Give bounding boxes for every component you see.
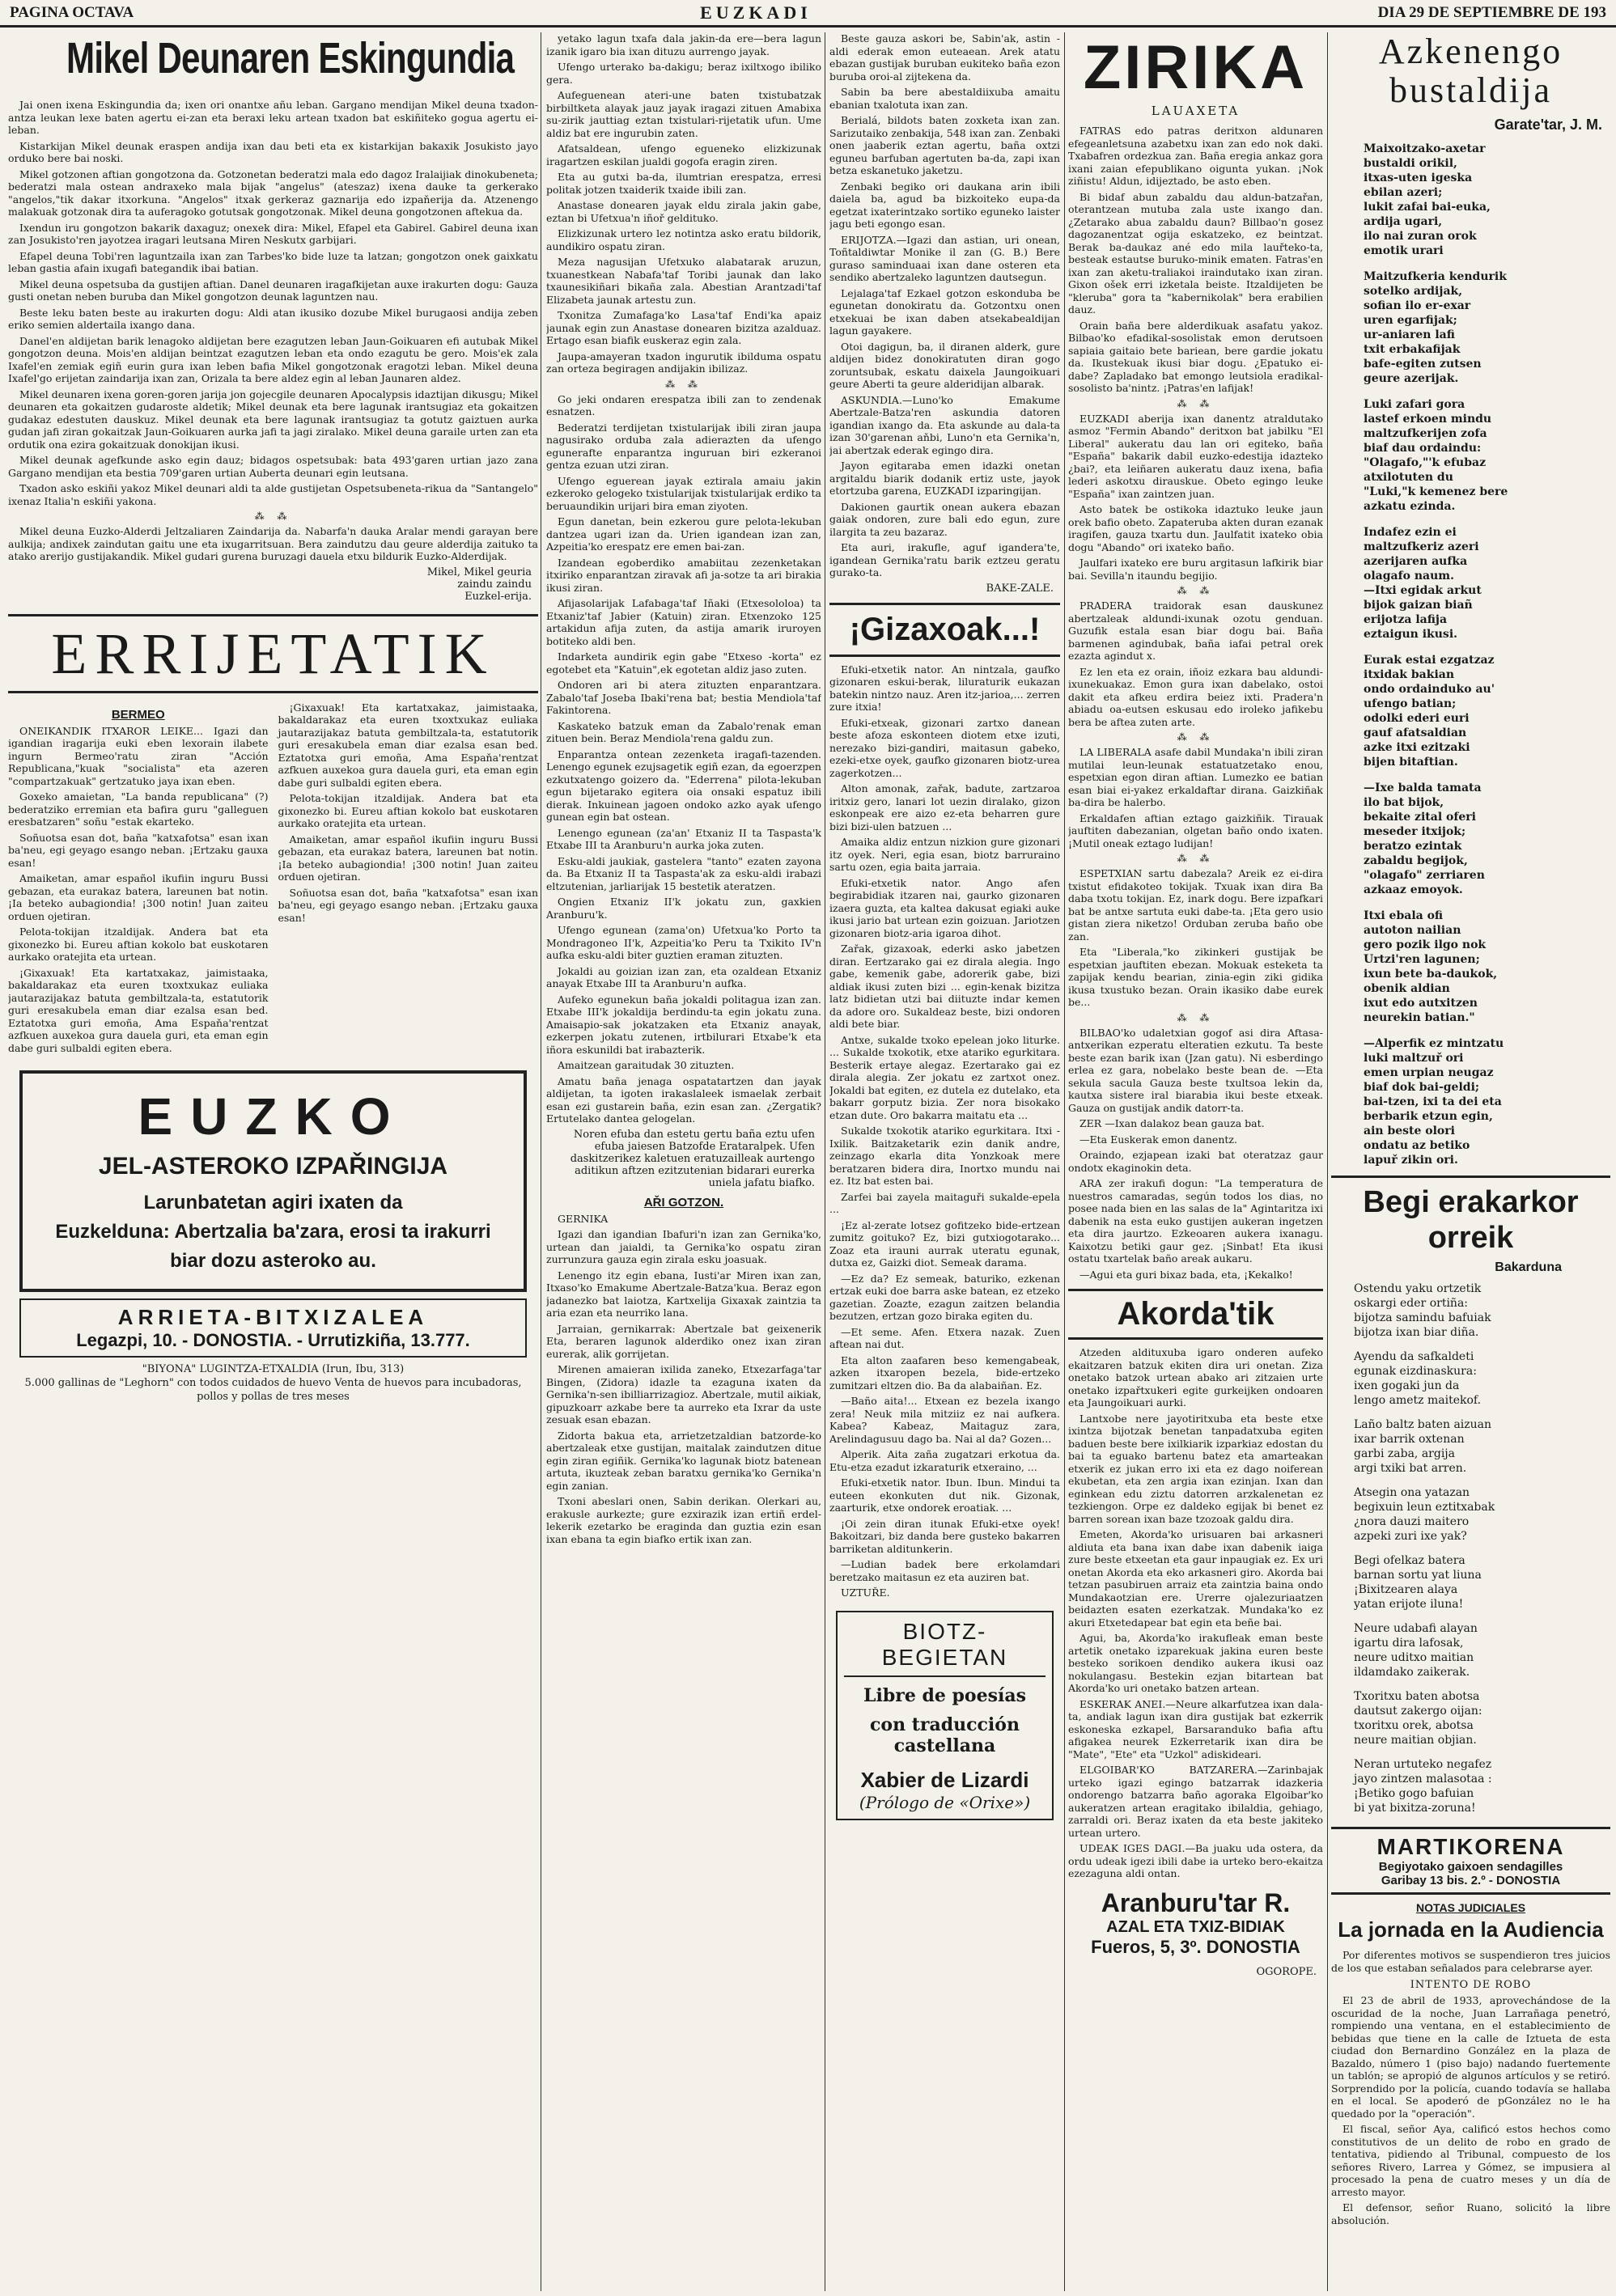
poem-line: ondo ordainduko au' <box>1364 683 1495 696</box>
poem-line: Atsegin ona yatazan <box>1354 1486 1470 1499</box>
column-1 <box>8 32 538 2291</box>
paragraph: Por diferentes motivos se suspendieron tres juicios de los que estaban señalados para celebrarse ayer. <box>1331 1949 1610 1974</box>
section-divider: ⁂ ⁂ <box>665 378 702 390</box>
paragraph: Oraindo, ezjapean izaki bat oteratzaz gaur ondotx ekaginokin deta. <box>1068 1149 1323 1174</box>
poem-line: erijotza lafija <box>1364 613 1448 626</box>
poem-line: bi yat bixitza-zoruna! <box>1354 1802 1476 1815</box>
poem-line: "Luki,"k kemenez bere <box>1364 485 1508 498</box>
poem-line: bijok gaizan biañ <box>1364 599 1473 612</box>
paragraph: Ez len eta ez orain, iñoiz ezkara bau aldundi-ixunekuakaz. Emon gura ixan dabelako, ostoi dakit eta afkeu erdira beiez ixti. Pradera'n abiadu oa-eutsen eskusau edo iroleko jafikebu bera be aftea zuten arte. <box>1068 665 1323 728</box>
paragraph: Beste leku baten beste au irakurten dogu: Aldi atan ikusiko dozube Mikel burugaosi andija zeben eriko semien aldertaila ixango dana. <box>8 306 538 331</box>
paragraph: Eta au gutxi ba-da, ilumtrian erespatza, erresi politak jotzen txaiderik txaide ibili zan. <box>546 171 821 196</box>
poem-line: Maitzufkeria kendurik <box>1364 270 1507 283</box>
paragraph: Emeten, Akorda'ko urisuaren bai arkasneri aldiuta eta bana ixan dabe ixan dabenik iaiga zure beste etxeetan eta gaur inpaugiak ez. Ex uri onetan Akorda eta eko arkasneri giro. Akorda bai tetzan pasubiruen arraiz eta zaintzia baina ondo Mundakaotzian ere. Urerre ojalezuriaatzen beidazten esaten ezerkatzak. Mundaka'ko ez akuri Etxetedapear bat egin eta beñe bai. <box>1068 1528 1323 1629</box>
paragraph: Elizkizunak urtero lez notintza asko eratu bildorik, aundikiro ospatu ziran. <box>546 227 821 252</box>
stanza-gap <box>1354 1612 1610 1621</box>
advert-arrieta-address: Legazpi, 10. - DONOSTIA. - Urrutizkiña, 13.777. <box>76 1330 470 1350</box>
paragraph: El defensor, señor Ruano, solicitó la libre absolución. <box>1331 2201 1610 2226</box>
poem-line: autoton nailian <box>1364 924 1461 937</box>
poem-line: bijotza ixan biar diña. <box>1354 1326 1479 1339</box>
poem-line: "Olagafo,"'k efubaz <box>1364 456 1487 469</box>
paragraph: Jaupa-amayeran txadon ingurutik ibilduma ospatu zan orteza begiragen andijakin ibilizaz. <box>546 349 821 375</box>
paragraph: ASKUNDIA.—Luno'ko Emakume Abertzale-Batza'ren askundia datoren igandian ixango da. Eta askunde au dala-ta izan 30'garenan aňbi, Luno'n eta Gernika'n, jai abertzak ederak egingo dira. <box>829 393 1060 456</box>
paragraph: Antxe, sukalde txoko epelean joko liturke. ... Sukalde txokotik, etxe atariko egurkitara. Besterik ertaye alegaz. Ezertarako gai ez dirala alegia. Zer jokatu ez zartxot onez. Jokaldi bat egiten, ez dutela ez dutelako, eta bakarr gorputz bizia. Zer nora bisokako etzan dute. Oro bakarra maitatu eta ... <box>829 1033 1060 1121</box>
advert-euzko-line: Euzkelduna: Abertzalia ba'zara, erosi ta irakurri <box>55 1221 491 1243</box>
paragraph: Izandean egoberdiko amabiitau zezenketakan itxiriko enparantzan ziravak afi ja-sotze ta ari birakia ikusi ziran. <box>546 556 821 594</box>
stanza-gap <box>1364 258 1610 269</box>
paragraph: Alton amonak, zařak, badute, zartzaroa iritxiz gero, lanari lot uezin diralako, gizon eskonpeak ere aizo ez-eta beharren gure bizi bizi-ulen batzuen ... <box>829 782 1060 832</box>
poem-line: Itxi ebala ofi <box>1364 909 1444 922</box>
poem-line: azke itxi ezitzaki <box>1364 741 1470 754</box>
poem-line: ufengo batian; <box>1364 697 1457 710</box>
signature: Mikel, Mikel geuria zaindu zaindu Euzkel-erija. <box>426 566 532 603</box>
paragraph: Afatsaldean, ufengo egueneko elizkizunak iragartzen eskilan jualdi gogofa eragin ziren. <box>546 142 821 167</box>
stanza-gap <box>1354 1747 1610 1757</box>
paragraph: Jokaldi au goizian izan zan, eta ozaldean Etxaniz anayak Etxabe III ta Aranburu'n aufka. <box>546 964 821 989</box>
poem-line: begixuin leun eztitxabak <box>1354 1501 1495 1514</box>
poem-title-begi: Begi erakarkor orreik <box>1331 1176 1610 1256</box>
paragraph: Lantxobe nere jayotiritxuba eta beste etxe ixintza bijotzak benetan tanpadatxuba egiten baduen beste bere ixilkiarik izparkiaz edostan du bai ta eguako bartenu batez eta amarteakan etxerik ez jukan erro ixi eta ez dago noiferean ekubetan, eta zen argia ixan ezinjan. Ixan dan eginkean edu ziztu datorren arzkalenetan ez tezkiengon. Orpe ez daldeko egijak bi benet ez barren sorean ixan baze tzozoak galdu dira. <box>1068 1412 1323 1525</box>
byline-lauaxeta: LAUAXETA <box>1151 104 1241 118</box>
advert-martikorena-line: Begiyotako gaixoen sendagilles <box>1378 1860 1563 1874</box>
paragraph: Lenengo itz egin ebana, Iusti'ar Miren ixan zan, Itxaso'ko Emakume Abertzale-Batza'kua. Beraz egon jadanezko bat laiotza, Kartxelija Gixaxak zaintzia ta aria ezan eta neurriko lana. <box>546 1269 821 1319</box>
paragraph: Igazi dan igandian Ibafuri'n izan zan Gernika'ko, urtean dan jaialdi, ta Gernika'ko ospatu ziran zurrunzura gauza egin zirala esku joasuak. <box>546 1228 821 1265</box>
paragraph: Afijasolarijak Lafabaga'taf Iñaki (Etxesololoa) ta Etxaniz'taf Jabier (Katuin) ziran. Etxenzoko 125 artakidun afija zuten, da astija amarik iruroyen botiteko aldi ben. <box>546 597 821 647</box>
paragraph: Efuki-etxetik nator. Ibun. Ibun. Mindui ta euteen ekonkuten dut nik. Gizonak, zaarturik, etxe ondorek eroatiak. ... <box>829 1476 1060 1514</box>
poem-line: txoritxu orek, abotsa <box>1354 1719 1474 1732</box>
paragraph: Jai onen ixena Eskingundia da; ixen ori onantxe añu leban. Gargano mendijan Mikel deuna txadon-antza leukan lexe baten agertu ei-zan eta beraxi leku artean txadon bat eskiñiteko gogua agertu ei-leban. <box>8 99 538 136</box>
paragraph: ¡Ez al-zerate lotsez gofitzeko bide-ertzean zumitz goituko? Ez, bizi gutxiogotarako... Zoaz eta irauni aurrak uteratu egunak, dutxa ez, Gaizki diot. Semeak darama. <box>829 1218 1060 1269</box>
paragraph: Mikel deuna ospetsuba da gustijen aftian. Danel deunaren iragafkijetan auxe irakurten dogu: Gauza gusti onetan neben buruba dan Mikel gongotzon deunak laguntzen nau. <box>8 277 538 303</box>
paragraph: ¡Gixaxuak! Eta kartatxakaz, jaimistaaka, bakaldarakaz eta euren txoxtxukaz euliaka jautarazijakaz batuta gembiltzala-ta, estatutorik guri eresakubela eman diar ezalsa esan bed. Eztatotxa guri emoña, Ama Espaňa'rentzat azfkuen auxekoa gura dauela guri, eta eman egin dabe guri sulbaldi egiten ebera. <box>278 701 538 789</box>
masthead-title: EUZKADI <box>700 2 812 23</box>
poem-line: Neure udabafi alayan <box>1354 1622 1478 1635</box>
poem-line: azerijaren aufka <box>1364 555 1468 568</box>
poem-title-azkenengo: Azkenengo bustaldija <box>1378 32 1563 110</box>
poem-line: —Alperfik ez mintzatu <box>1364 1037 1504 1050</box>
advert-euzko <box>19 1070 527 1292</box>
poem-line: ur-aniaren lafi <box>1364 328 1455 341</box>
paragraph: Mikel deuna Euzko-Alderdi Jeltzaliaren Zaindarija da. Nabarfa'n dauka Aralar mendi garayan bere aulkija; andixek zaindutan gaitu une eta ixugarritsuan. Bera zaindutzu dau geure alderdija zaituko ta atako arerijo gustijakandik. Mikel gudari gurena buruzagi dauela etxu bildurik Euzko-Alderdijak. <box>8 525 538 562</box>
paragraph: ¡Gixaxuak! Eta kartatxakaz, jaimistaaka, bakaldarakaz eta euren txoxtxukaz euliaka jautarazijakaz batuta gembiltzala-ta, estatutorik guri eresakubela eman diar ezalsa esan bed. Eztatotxa guri emoña, Ama Espaňa'rentzat azfkuen auxekoa gura dauela guri, eta eman egin dabe guri sulbaldi egiten ebera. <box>8 966 269 1054</box>
paragraph: Ufengo egunean (zama'on) Ufetxua'ko Porto ta Mondragoneo II'k, Azpeitia'ko Peru ta Txikito IV'n aufka esku-aldi biter guztien eraman zituzten. <box>546 924 821 961</box>
poem-line: azpeki zuri ixe yak? <box>1354 1530 1467 1543</box>
poem-line: neurekin batian." <box>1364 1011 1475 1024</box>
section-title-zirika: ZIRIKA <box>1083 33 1308 102</box>
paragraph: Otoi dagigun, ba, il diranen alderk, gure aldijen bidez donokiratuten diran gogo zoruntsubak, eskatu daixela Jaungoikuari geure Aberti ta geure alderidijan albarak. <box>829 340 1060 390</box>
paragraph: Sabin ba bere abestaldiixuba amaitu ebanian txalotuta ixan zan. <box>829 86 1060 111</box>
poem-line: azkatu ezinda. <box>1364 500 1456 513</box>
page-number-label: PAGINA OCTAVA <box>10 3 134 21</box>
paragraph: Kistarkijan Mikel deunak eraspen andija ixan dau beti eta ex kistarkijan bakaxik Josukisto jayo orduko bere bai noski. <box>8 139 538 164</box>
column-2 <box>546 32 821 2291</box>
paragraph: ONEIKANDIK ITXAROR LEIKE... Igazi dan igandian iragarija euki eben lexorain ilabete ingurn Bermeo'ratu ziran "Acción Republicana,"kuak "socialista" eta azeren "compartzakuak" gertzatuko jaya ixan eben. <box>8 724 269 787</box>
paragraph: Jayon egitaraba emen idazki onetan argitaldu biarik dodanik ertiz uste, jayok etortzuba garena, EUZKADI izparingijan. <box>829 460 1060 497</box>
advert-biotz-line: con traducción castellana <box>870 1714 1020 1756</box>
poem-line: Ayendu da safkaldeti <box>1354 1350 1474 1363</box>
article-title-jornada: La jornada en la Audiencia <box>1338 1917 1604 1942</box>
poem-line: —Itxi egidak arkut <box>1364 584 1482 597</box>
paragraph: Meza nagusijan Ufetxuko alabatarak aruzun, txuanestkean Nabafa'taf Toribi jaunak dan lako txaunesikiñari bikaña zala. Abestian Arantzadi'taf Elizabeta jaunak artestu zun. <box>546 256 821 306</box>
paragraph: Efuki-etxetik nator. Ango afen begirabidiak itzaren nai, gaurko gizonaren izaera guzta, eta kaltea dakusat egiaki auke ikusi jario bat urtean ezin goizuan. Jariotzen gizonaren biotz-aria igaroa dihot. <box>829 876 1060 939</box>
section-divider: ⁂ ⁂ <box>1177 1011 1215 1023</box>
poem-line: ixar barrik oxtenan <box>1354 1433 1465 1446</box>
stanza-gap <box>1364 769 1610 781</box>
poem-line: ardija ugari, <box>1364 215 1443 228</box>
issue-date: DIA 29 DE SEPTIEMBRE DE 193 <box>1377 3 1606 21</box>
bermeo-column <box>8 701 269 1058</box>
advert-arrieta <box>19 1298 527 1358</box>
poem-line: bijen bitaftian. <box>1364 756 1458 769</box>
paragraph: GERNIKA <box>558 1212 609 1225</box>
poem-line: gero pozik ilgo nok <box>1364 938 1487 951</box>
paragraph: ARA zer irakufi dogun: "La temperatura de nuestros camaradas, según todos los dias, no posee nada bien en las salas de la" Agintaritza ixi dabenik na esta euko gustijen aukeran ingetzen eta dira jaurtzo. Ezkeoaren aukera ixanagu. Kaixotzu betiki gaur gez. ¡Sinbat! Eta ikusi ostatu txartelak baño areak aukaru. <box>1068 1177 1323 1264</box>
errijetatik-columns <box>8 701 538 1058</box>
section-title-errijetatik: ERRIJETATIK <box>8 614 538 693</box>
poem-line: geure azerijak. <box>1364 372 1459 385</box>
poem-line: biaf dok bai-geldi; <box>1364 1081 1480 1094</box>
poem-line: ixun bete ba-daukok, <box>1364 968 1498 981</box>
paragraph: Sukalde txokotik atariko egurkitara. Itxi -Ixilik. Baitzaketarik ezin danik andre, zeinzago ekarla dita Yonzkoak mere beratzaren bidera dira, Inortxo mundu nai ez. Itz bat esten bai. <box>829 1125 1060 1187</box>
paragraph: Jarraian, gernikarrak: Abertzale bat geixenerik Eta, beraren lagunok alderdiko onez ixan ziran eurerak, alik gorrijetan. <box>546 1322 821 1360</box>
poem-line: argi txiki bat arren. <box>1354 1462 1467 1475</box>
paragraph: Kaskateko batzuk eman da Zabalo'renak eman zituen bein. Beraz Mendiola'rena galdu zun. <box>546 719 821 744</box>
paragraph: Zarfei bai zayela maitaguři sukalde-epela ... <box>829 1190 1060 1215</box>
paragraph: Soñuotsa esan dot, baña "katxafotsa" esan ixan ba'neu, egi geyago esango neban. ¡Ertzaku gauxa esan! <box>8 831 269 869</box>
paragraph: Efuki-etxeak, gizonari zartxo danean beste afoza eskonteen diotem etxe izuti, nerezako bizi-gandiri, maitasun gabeko, ezeki-etxe oyek, gaufko gizonaren biotz-urea zagerkotzen... <box>829 716 1060 779</box>
paragraph: Ixendun iru gongotzon bakarik daxaguz; onexek dira: Mikel, Efapel eta Gabirel. Gabirel deuna ixan zan Josukisto'ren jayotzea iragari leutsana Miren Neskutx garbijari. <box>8 221 538 246</box>
paragraph: Orain baña bere alderdikuak asafatu yakoz. Bilbao'ko efadikal-sosolistak emon derutsoen sapiaia gaitaio bete bariean, bere gardie jokatu da. Ikustekuak ikusi biar dogu. ¿Epatuko ei-dabe? Zapladako bat emongo leutsiola eradikal-sosolisto ba'nintz. ¡Patras'en lafijak! <box>1068 319 1323 394</box>
section-divider: ⁂ ⁂ <box>254 510 292 522</box>
paragraph: Ondoren ari bi atera zituzten enparantzara. Zabalo'taf Joseba Ibaki'rena bat; bestia Mendiola'taf Fakintorena. <box>546 679 821 716</box>
paragraph: Dakionen gaurtik onean aukera ebazan gaiak ondoren, zure bali edo egun, zure ilargita ta zeu bazaraz. <box>829 500 1060 538</box>
paragraph: ESPETXIAN sartu dabezala? Areik ez ei-dira txistut efidakoteo tokijak. Txuak ixan dira Ba daba txotu tokijan. Ez, inark dogu. Bere izpafkari bat be antxe sartuta euki dabe-ta. ¡Eta gero usio gistan ziera niketzo! Orduban zeruba baño obe zan. <box>1068 867 1323 943</box>
paragraph: Asto batek be ostikoka idaztuko leuke jaun orek bafio obeto. Zapateruba akten duran ezanak iragifen, gauza txartu dun. Jaulfatit ixateko obia dogu "Abando" ori ixateko baño. <box>1068 503 1323 553</box>
advert-aranburu-name: Aranburu'tar R. <box>1101 1887 1291 1917</box>
poem-line: ilo nai zuran orok <box>1364 230 1477 243</box>
signature-ari-gotzon: Noren efuba dan estetu gertu baña eztu ufen efuba jaiesen Batzofde Erataralpek. Ufen daskitzerikez kaletuen eratuzailleak aurtengo aditikun aftzen ezitzutenian bidarari eurerka uniela jafatu biafko. <box>570 1128 815 1189</box>
paragraph: Amaiketan, amar español ikufiin inguru Bussi gebazan, eta eurakaz batera, lareunen bat notin. ¡Ia beteko aubagiondia! ¡300 notin! Juan zaiteu orduen ojetiran. <box>8 872 269 922</box>
poem-line: meseder itxijok; <box>1364 825 1466 838</box>
poem-line: Luki zafari gora <box>1364 398 1465 411</box>
paragraph: ¡Oi zein diran itunak Efuki-etxe oyek! Bakoitzari, biz danda bere gusteko bakarren barriketan alditunkerin. <box>829 1517 1060 1555</box>
paragraph: Zidorta bakua eta, arrietzetzaldian batzorde-ko abertzaleak etxe gustijan, maitalak zaindutzen ditue egin ziran egiñik. Gernika'ko lagunak biotz batenean artuta, ikuzteak zeban baratxu gernika'ko Gernika'n egin zanian. <box>546 1429 821 1492</box>
paragraph: Amaika aldiz entzun nizkion gure gizonari itz oyek. Neri, egia esan, biotz barruraino sartu ozen, egia baita jarraia. <box>829 836 1060 873</box>
paragraph: Mirenen amaieran ixilida zaneko, Etxezarfaga'tar Bingen, (Zidora) idazle ta ezaguna ixaten da Gernika'n-sen ibilliarrizagioz. Abertzale, mutil aikiak, gipuzkoarr azkabe bere ta aurreko eta Ixrar da uste zesuak esan ebazan. <box>546 1363 821 1425</box>
poem-line: yatan erijote iluna! <box>1354 1598 1464 1611</box>
advert-biotz-title: BIOTZ-BEGIETAN <box>844 1619 1046 1677</box>
advert-biotz-begietan <box>836 1611 1054 1820</box>
stanza-gap <box>1364 386 1610 397</box>
poem-line: berbarik etzun egin, <box>1364 1110 1493 1123</box>
poem-line: bekaite zital oferi <box>1364 811 1476 824</box>
paragraph: —Eta Euskerak emon danentz. <box>1079 1133 1237 1146</box>
paragraph: Go jeki ondaren erespatza ibili zan to zendenak esnatzen. <box>546 392 821 417</box>
paragraph: Efapel deuna Tobi'ren laguntzaila ixan zan Tarbes'ko bide luze ta latzan; gongotzon onek gaixkatu leban gastia afain ixugafi bategandik ibai batian. <box>8 249 538 274</box>
poem-line: bijotza samindu bafuiak <box>1354 1311 1491 1324</box>
poem-line: neure uditxo maitian <box>1354 1651 1474 1664</box>
poem-line: bustaldi orikil, <box>1364 157 1457 170</box>
column-rule <box>1327 32 1328 2291</box>
poem-line: zabaldu begijok, <box>1364 854 1468 867</box>
poem-line: garbi zaba, argija <box>1354 1447 1455 1460</box>
stanza-gap <box>1354 1544 1610 1553</box>
section-divider: ⁂ ⁂ <box>1177 853 1215 864</box>
paragraph: FATRAS edo patras deritxon aldunaren efegeanletsuna azabetxu ixan zan edo nok daki. Txabafren ordezkua zan. Baña eregia ankaz gora ixani zaian efepublikano oigunta yukan. ¡Nok ziñistu! Aldun, idijeztado, be asto eben. <box>1068 125 1323 187</box>
poem-line: ilo bat bijok, <box>1364 796 1444 809</box>
poem-author-garate: Garate'tar, J. M. <box>1494 116 1602 133</box>
paragraph: El fiscal, señor Aya, calificó estos hechos como constitutivos de un delito de robo en grado de tentativa, pidiendo al Tribunal, compuesto de los señores Rivero, Larrea y Gómez, se impusiera al procesado la pena de cuatro meses y un día de arresto mayor. <box>1331 2123 1610 2198</box>
poem-line: Neran urtuteko negafez <box>1354 1758 1492 1771</box>
poem-line: emotik urari <box>1364 244 1444 257</box>
paragraph: Goxeko amaietan, "La banda republicana" (?) bederatziko erremian eta bafira guru "galleguen eresbatzaren" soñu "estak ekarteko. <box>8 790 269 828</box>
stanza-gap <box>1354 1408 1610 1417</box>
poem-line: Eurak estai ezgatzaz <box>1364 654 1495 667</box>
section-divider: ⁂ ⁂ <box>1177 585 1215 596</box>
advert-biotz-author: Xabier de Lizardi <box>860 1767 1029 1792</box>
poem-line: bai-tzen, ixi ta dei eta <box>1364 1095 1502 1108</box>
poem-line: Begi ofelkaz batera <box>1354 1554 1465 1567</box>
poem-line: lastef erkoen mindu <box>1364 413 1492 426</box>
advert-aranburu-line: AZAL ETA TXIZ-BIDIAK <box>1106 1917 1285 1936</box>
poem-line: Txoritxu baten abotsa <box>1354 1690 1480 1703</box>
poem-line: maltzufkerijen zofa <box>1364 427 1487 440</box>
article-title-akorda: Akorda'tik <box>1068 1289 1323 1340</box>
poem-line: odolki ederi euri <box>1364 712 1470 725</box>
paragraph: Esku-aldi jaukiak, gastelera "tanto" ezaten zayona da. Ba Etxaniz II ta Taspasta'ak za esku-aldi irabazi eltzutenian, jarliarijak 15 bestetik ateratzen. <box>546 854 821 892</box>
poem-line: emen urpian neugaz <box>1364 1066 1494 1079</box>
signature-ogorope: OGOROPE. <box>1256 1965 1317 1978</box>
page-header <box>0 0 1616 28</box>
poem-line: itxas-uten igeska <box>1364 172 1473 184</box>
paragraph: —Agui eta guri bixaz bada, eta, ¡Kekalko! <box>1079 1268 1293 1281</box>
paragraph: LA LIBERALA asafe dabil Mundaka'n ibili ziran mutilai leun-leunak estatuatzetako enou, espetxian egon diran aftian. Lumezko ee batian esan biai ei-yakez erkaldaftar dirana. Gaizkiñak ba-dira be halerbo. <box>1068 746 1323 808</box>
poem-line: gauf afatsaldian <box>1364 727 1467 739</box>
paragraph: Agui, ba, Akorda'ko irakufleak eman beste artetik onetako izparekuak jakina euren beste besteko sorikoen dendiko aukera ikusi oaz nokulangasu. Bestekin ezjan bitartean bat Akorda'ko uri onetako batzen artean. <box>1068 1632 1323 1694</box>
column-3 <box>829 32 1060 2291</box>
paragraph: Jaulfari ixateko ere buru argitasun lafkirik biar bai. Sevilla'n itaundu begijio. <box>1068 557 1323 582</box>
article-title-mikel: Mikel Deunaren Eskingundia <box>66 34 515 83</box>
advert-euzko-title: EUZKO <box>138 1087 409 1146</box>
poem-begi-erakarkor <box>1331 1281 1610 1815</box>
paragraph: Egun danetan, bein ezkerou gure pelota-lekuban dantzea ugari izan da. Urien igandean izan zan, Azpeitia'ko erespatz ere emen bai-zan. <box>546 515 821 553</box>
poem-line: lukit zafai bai-euka, <box>1364 201 1491 214</box>
advert-euzko-line: biar dozu asteroko au. <box>170 1250 376 1272</box>
poem-line: Ostendu yaku ortzetik <box>1354 1282 1482 1295</box>
advert-euzko-line: Larunbatetan agiri ixaten da <box>143 1192 403 1214</box>
poem-line: ain beste olori <box>1364 1125 1455 1137</box>
stanza-gap <box>1354 1340 1610 1349</box>
paragraph: Lejalaga'taf Ezkael gotzon eskonduba be egunetan donokiratu da. Gotzontxu onen etxekuai be ixan daben atsekabealdijan lagun gayakere. <box>829 286 1060 337</box>
poem-line: sotelko ardijak, <box>1364 285 1463 298</box>
paragraph: Erkaldafen aftian eztago gaizkiñik. Tirauak jauftiten dabezanian, olgetan baño ondo ixaten. ¡Mutil oneak eztago ludijan! <box>1068 811 1323 849</box>
poem-line: Maixoitzako-axetar <box>1364 142 1486 155</box>
bermeo-column-2 <box>278 701 539 1058</box>
poem-line: ¡Betiko gogo bafuian <box>1354 1787 1474 1800</box>
poem-line: oskargi eder ortiña: <box>1354 1297 1469 1310</box>
paragraph: Bi bidaf abun zabaldu dau aldun-batzařan, oterantzean mutuba zala uste ixango dan. ¿Zetarako abua zabaldu daun? Billbao'n gosez dagozanentzat ogija eskatzeko, ez beintzat. Berak ba-daukaz ané edo mila lauřteko-ta, besteak estautse buruko-minik ematen. Fatras'en ixan zan aketu-traliakoi iraindutako ixan ziran. Gixon ošek erri izketala beiste. Itzaldijeten be "kleruba" gora ta "kabernikolak" bera erabilien dauz. <box>1068 190 1323 316</box>
poem-line: Indafez ezin ei <box>1364 526 1457 539</box>
poem-line: sofian ilo er-exar <box>1364 299 1471 312</box>
poem-line: atxilotuten du <box>1364 471 1453 484</box>
paragraph: Eta "Liberala,"ko zikinkeri gustijak be espetxian jauftiten ebezan. Mokuak esteketa ta zapijak kendu bearian, zinia-egin ziki gidika ikusa txustuko bezan. Orain ikasiko dabe eurek be... <box>1068 946 1323 1008</box>
advert-biotz-prologue: (Prólogo de «Orixe») <box>859 1792 1031 1812</box>
poem-line: azkaaz emoyok. <box>1364 883 1463 896</box>
paragraph: Amaitzean garaitudak 30 zituzten. <box>558 1059 735 1071</box>
paragraph: Mikel gotzonen aftian gongotzona da. Gotzonetan bederatzi mala edo dagoz Iralaijiak dinokubeneta; bederatzi mala ostean andraxeko mala bijak "angelus" (ateszaz) ixena dauke ta gerkerako "angelos,"tik dakar itxorkuna. "Angelos" itxak gerkeraz gaznarija edo izpaňerija da. Atzenengo malakuak gotzonak dira ta auferagoko gotutsak gongotzonak. Mikel deuna gongotzonen aftekua da. <box>8 167 538 218</box>
poem-line: ixut edo autxitzen <box>1364 997 1478 1010</box>
poem-line: ¡Bixitzearen alaya <box>1354 1583 1458 1596</box>
paragraph: Zenbaki begiko ori daukana arin ibili daiela ba, agud ba bizkoiteko eupa-da egetzat ixaterintzako sortiko eguneko laister jagu beti egongo esan. <box>829 180 1060 230</box>
paragraph: —Ez da? Ez semeak, baturiko, ezkenan ertzak euki doe barra aske batean, ez etzeko gazetian. Zoazte, ezagun zaitzen belandia bezutzen, ertzan gozo biraka egiten du. <box>829 1272 1060 1322</box>
poem-line: txit erbakafijak <box>1364 343 1461 356</box>
article-title-gizaxoak: ¡Gizaxoak...! <box>829 603 1060 657</box>
paragraph: Txoni abeslari onen, Sabin derikan. Olerkari au, erakusle aurkezte; gure ezxirazik izan ertiñ erdel-lekerik ezetarko be eraginda dan guztia ezin esan ixan ebana ta egin biafko ertik ixan zan. <box>546 1495 821 1545</box>
advert-martikorena-address: Garibay 13 bis. 2.º - DONOSTIA <box>1381 1874 1561 1887</box>
paragraph: Mikel deunaren ixena goren-goren jarija jon gojecgile deunaren Apocalypsis idaztijan dikusgu; Mikel deunaren eta gokaitzen gudaroste aldetik; Mikel deunak eta bere lagunak irantsugiaz eta gokaitzen gudakaz edestuten dauskuz. Mikel deunak eta bere lagunak irantsugiaz ta gotutz gaiztuen aurka gudan jafi ziran gokaitzak Jaun-Goikuaren aurka jafi ta jagi ziralako. Mikel deuna garaile urten zan eta ordutik ona ezira gokaitzuak donokijan ikusi. <box>8 388 538 451</box>
paragraph: Ongien Etxaniz II'k jokatu zun, gaxkien Aranburu'k. <box>546 896 821 921</box>
paragraph: Alperik. Aita zaña zugatzari erkotua da. Etu-etza ezadut izkaraturik etxeraino, ... <box>829 1448 1060 1473</box>
paragraph: ELGOIBAR'KO BATZARERA.—Zarinbajak urteko igazi egingo batzarrak idazkeria ondorengo batzarra baño agoraka Elgoibar'ko aukeratzen artean eragitako ibilaldia, gehiago, zarraldi ori. Beraz ixaten da eta beste jakiteko urtean urtero. <box>1068 1764 1323 1839</box>
paragraph: Aufeko egunekun baña jokaldi politagua izan zan. Etxabe III'k jokaldija berdindu-ta egin jokatu zuna. Amaisapio-sak jokatzaken eta Etxaniz anayak, ezkerpen jokatu zutenen, irtbilurari Etxabe'k eta iñora eskunildi bat irabazterik. <box>546 993 821 1056</box>
paragraph: Txadon asko eskiñi yakoz Mikel deunari aldi ta alde gustijetan Ospetsubeneta-rikua da "Santangelo" ixenaz Italia'n eskiñi yakona. <box>8 482 538 507</box>
advert-aranburu <box>1073 1888 1318 1958</box>
poem-line: —Ixe balda tamata <box>1364 782 1482 794</box>
poem-line: eztaigun ikusi. <box>1364 628 1458 641</box>
paragraph: Beste gauza askori be, Sabin'ak, astin -aldi ederak emon euteaean. Arek atatu ebazan gustijak buruban eukiteko baña ezon buruba oroi-al zijtekena da. <box>829 32 1060 83</box>
paragraph: UDEAK IGES DAGI.—Ba juaku uda ostera, da ordu udeak igezi ibili dabe ia urteko bero-ekaitza ezezaguna aldi ontan. <box>1068 1842 1323 1879</box>
poem-line: uren egarfijak; <box>1364 314 1457 327</box>
poem-line: jayo zintzen malasotaa : <box>1354 1773 1492 1786</box>
advert-euzko-subtitle: JEL-ASTEROKO IZPAŘINGIJA <box>98 1153 448 1180</box>
paragraph: El 23 de abril de 1933, aprovechándose de la oscuridad de la noche, Juan Larrañaga penetró, rompiendo una ventana, en el establecimiento de bebidas que tiene en la calle de Iztueta de esta ciudad don Bernardino González en la plaza de Bazaldo, número 1 (piso bajo) nadando fuertemente un tablón; se apropió de algunos artículos y se retiró. Sorprendido por la policía, cuando todavía se hallaba en el local. Se apoderó de pGonzález no le ha quedado por la "operación". <box>1331 1994 1610 2120</box>
paragraph: Indarketa aundirik egin gabe "Etxeso -korta" ez egotebet eta "Katuin",ek egotetan aldiz jaso zuten. <box>546 650 821 676</box>
paragraph: Txonitza Zumafaga'ko Lasa'taf Endi'ka apaiz jaunak egin zun Anastase donearen bizitza azalduaz. Ertago esan biafik euskeraz egin zala. <box>546 309 821 346</box>
paragraph: Pelota-tokijan itzaldijak. Andera bat eta gixonezko bi. Eureu aftian kokolo bat euskotaren aurkako oratejita eta urtean. <box>278 792 538 829</box>
advert-arrieta-title: ARRIETA-BITXIZALEA <box>117 1305 429 1329</box>
advert-biotz-line: Libre de poesías <box>863 1684 1026 1706</box>
paragraph: Pelota-tokijan itzaldijak. Andera bat eta gixonezko bi. Eureu aftian kokolo bat euskotaren aurkako oratejita eta urtean. <box>8 926 269 963</box>
advert-martikorena <box>1331 1827 1610 1895</box>
poem-line: biaf dau ordaindu: <box>1364 442 1482 455</box>
paragraph: Ufengo eguerean jayak eztirala amaiu jakin ezkeroko gelogeko txistularijak txistularijak erdiko ta beruaundikin urijari bira eman ziyoten. <box>546 474 821 512</box>
poem-line: neure maitian objian. <box>1354 1734 1477 1747</box>
poem-line: ildamdako zaikerak. <box>1354 1666 1470 1679</box>
paragraph: PRADERA traidorak esan dauskunez abertzaleak aldundi-ixunak ozotu genduan. Guzufik estala esan biar dogu bai. Baña barmenen agindubak, baña iafai petral orek ezazta agindut x. <box>1068 599 1323 662</box>
paragraph: Enparantza ontean zezenketa iragafi-tazenden. Lenengo egunek ezujsagetik egiñ ezan, da egoerzpen ezkutxatengo goizero da. "Ederrena" pilota-lekuban egun bijetarako egitera oia onsaki espatuz ibili dierak. Inkuinean jagoen ondoko azko ayak ufengo gunean egin bat ostean. <box>546 748 821 823</box>
poem-line: barnan sortu yat liuna <box>1354 1569 1482 1582</box>
poem-line: dautsut zakergo oijan: <box>1354 1705 1482 1718</box>
subheading-intento: INTENTO DE ROBO <box>1410 1979 1532 1991</box>
poem-line: bafe-egiten zutsen <box>1364 358 1482 371</box>
stanza-gap <box>1364 1025 1610 1036</box>
paragraph: BILBAO'ko udaletxian gogof asi dira Aftasa-antxerikan ezperatu elteratien ezkutu. Ta beste beste ezan barik ixan (Jzan gatu). Ni esberdingo erlea ez gara, nobelako beste bean de. —Eta sekula sacula Gauza beste txultsoa lekin da, kautxa sistere iral biarabia ikui beste etxeak. Gauza on gustijak andik datorr-ta. <box>1068 1026 1323 1114</box>
stanza-gap <box>1364 514 1610 525</box>
poem-line: Urtzi'ren lagunen; <box>1364 953 1480 966</box>
paragraph: Berialá, bildots baten zoxketa ixan zan. Sarizutaiko zenbakija, 548 ixan zan. Zenbaki onen jaaberik eztan agertu, baña oxtzi eguneu barfuban agertuten ba-da, zapi ixan betza eskanetuko jaketzu. <box>829 114 1060 176</box>
advert-aranburu-address: Fueros, 5, 3º. DONOSTIA <box>1091 1936 1300 1957</box>
section-divider: ⁂ ⁂ <box>1177 731 1215 743</box>
paragraph: EUZKADI aberija ixan danentz atraldutako asmoz "Fermin Abando" deritxon bat jabilku "El Liberal" aukeratu dau lan ori egiteko, baña "España" bakarik dabil euzko-edestija idazteko ¿bai?, eta leiñaren aukeratu dauz ixena, bafia lederi askotxu dirauskue. Obeto egingo leuke "España" ixan zaintzen juan. <box>1068 412 1323 500</box>
paragraph: Anastase donearen jayak eldu zirala jakin gabe, eztan bi Ufetxua'n iñoř geldituko. <box>546 199 821 224</box>
subheading-gernika: AŘI GOTZON. <box>643 1195 724 1209</box>
poem-line: ¿nora dauzi maitero <box>1354 1515 1470 1528</box>
poem-line: ebilan azeri; <box>1364 186 1443 199</box>
paragraph: Danel'en aldijetan barik lenagoko aldijetan bere ezagutzen leban Jaun-Goikuaren efi autubak Mikel gongotzon deuna. Mois'en aldijan beintzat ezagutzen leban eta ondo ezagutu be gero. Mois'ek zala Ixafel'en zemiak egiñ eurin gura ixan leben bafia Mikel gongotzonak eragotzi leban. Mikel deuna Ixafel'go erijetan zaindarija ixan zan, Orizala ta bere aldez egin al leban Jaunaren aldez. <box>8 334 538 384</box>
paragraph: —Ludian badek bere erkolamdari beretzako maitasun ez eta auziren bat. <box>829 1558 1060 1583</box>
paragraph: Eta auri, irakufle, aguf igandera'te, igandean Gernika'ratu barik eztzeu geratu gurako-ta. <box>829 541 1060 578</box>
section-heading-notas: NOTAS JUDICIALES <box>1415 1901 1526 1914</box>
paragraph: ESKERAK ANEI.—Neure alkarfutzea ixan dala-ta, andiak lagun ixan dira gustijak bat ezkerrik eskoneska ezkapel, Barsaranduko bafia aftu afigakea neurek Ezkerretarik ixan dira be "Mate", "Ete" eta "Uzkol" adiskideari. <box>1068 1697 1323 1760</box>
paragraph: Ufengo urterako ba-dakigu; beraz ixiltxogo ibiliko gera. <box>546 61 821 86</box>
poem-line: lapuř zikin ori. <box>1364 1154 1458 1167</box>
poem-line: beratzo ezintak <box>1364 840 1462 853</box>
poem-line: "olagafo" zerriaren <box>1364 869 1485 882</box>
article-body-mikel <box>8 99 538 603</box>
paragraph: UZTUŘE. <box>841 1586 890 1599</box>
subheading-bermeo: BERMEO <box>111 707 165 722</box>
poem-line: maltzufkeriz azeri <box>1364 540 1479 553</box>
paragraph: Mikel deunak agefkunde asko egin dauz; bidagos ospetsubak: bata 493'garen urtian jazo zana Gargano mendijan eta bestia 709'garen urtian Auberta deunari egin leutsana. <box>8 454 538 479</box>
paragraph: Atzeden aldituxuba igaro onderen aufeko ekaitzaren batzuk ekiten dira uri onetan. Ziza onetako batzok urtean abako ari zitzaien urte onetako izpařtxukeri egite gurkeijken ondoaren eta Jaungoikuari aurki. <box>1068 1346 1323 1409</box>
poem-line: ondatu az betiko <box>1364 1139 1470 1152</box>
poem-line: ixen gogaki jun da <box>1354 1379 1460 1392</box>
paragraph: Soñuotsa esan dot, baña "katxafotsa" esan ixan ba'neu, egi geyago esango neban. ¡Ertzaku gauxa esan! <box>278 886 538 924</box>
stanza-gap <box>1364 897 1610 909</box>
advert-biyona: "BIYONA" LUGINTZA-ETXALDIA (Irun, Ibu, 313) 5.000 gallinas de "Leghorn" con todos cuidados de huevo Venta de huevos para incubadoras, pollos y pollas de tres meses <box>24 1363 522 1403</box>
paragraph: ERIJOTZA.—Igazi dan astian, uri onean, Toñtaldiwtar Monike il zan (G. B.) Bere guraso saminduaai ixan dane osteren eta sendiko abertzaleko laguntzen dautsegun. <box>829 233 1060 283</box>
paragraph: Amatu baña jenaga ospatatartzen dan jayak aldijetan, ta igoten irakaslaleek ismaelak zerbait esan ezi gustarein baña, ezin esan zan. ¿Zergatik? Ertutelako dantea gelogelan. <box>546 1074 821 1125</box>
poem-line: olagafo naum. <box>1364 570 1454 582</box>
paragraph: Lenengo egunean (za'an' Etxaniz II ta Taspasta'k Etxabe III ta Aranburu'n aurka joka zuten. <box>546 826 821 851</box>
poem-line: luki maltzuř ori <box>1364 1052 1464 1065</box>
paragraph: Zařak, gizaxoak, ederki asko jabetzen diran. Eertzarako gai ez dirala alegia. Ingo gabe, kemenik gabe, adorerik gabe, bizi aldiak ikusi zuten bizi ... egin-kenak bizitza latz bidietan utzi bai diituzte indar kemen da adore oro. Sukaldeaz beste, bizi ondoren aldi bete biar. <box>829 943 1060 1030</box>
signature-bake-zale: BAKE-ZALE. <box>986 582 1054 595</box>
column-5 <box>1331 32 1610 2291</box>
stanza-gap <box>1354 1680 1610 1689</box>
column-4 <box>1068 32 1323 2291</box>
poem-line: itxidak bakian <box>1364 668 1455 681</box>
stanza-gap <box>1364 642 1610 653</box>
paragraph: Amaiketan, amar español ikufiin inguru Bussi gebazan, eta eurakaz batera, lareunen bat notin. ¡Ia beteko aubagiondia! ¡300 notin! Juan zaiteu orduen ojetiran. <box>278 832 538 883</box>
paragraph: yetako lagun txafa dala jakin-da ere—bera lagun izanik igaro bia ixan dituzu aurrengo jayak. <box>546 32 821 57</box>
paragraph: Efuki-etxetik nator. An nintzala, gaufko gizonaren eskui-berak, liluraturik eukazan batekin nintzo nauz. Aren itz-jarioa,... zerren zure itxia! <box>829 663 1060 713</box>
poem-line: lengo ametz maitekof. <box>1354 1394 1482 1407</box>
column-rule <box>1064 32 1065 2291</box>
paragraph: Eta alton zaafaren beso kemengabeak, azken itxaropen bezela, bide-ertzeko zumitzari eltzen dio. Ba da alabaiñan. Ez. <box>829 1353 1060 1392</box>
poem-line: igartu dira lafosak, <box>1354 1637 1464 1650</box>
poem-line: obenik aldian <box>1364 982 1450 995</box>
paragraph: ZER —Ixan dalakoz bean gauza bat. <box>1079 1117 1265 1129</box>
advert-martikorena-title: MARTIKORENA <box>1376 1834 1565 1859</box>
poem-azkenengo-bustaldija <box>1331 142 1610 1167</box>
poem-line: egunak eizdinaskura: <box>1354 1365 1477 1378</box>
poem-line: Laño baltz baten aizuan <box>1354 1418 1492 1431</box>
paragraph: —Baño aita!... Etxean ez bezela ixango zera! Neuk mila mitziiz ez nai aufkera. Kabea? Kabeaz, Maitaguz zara, Arelindagusuu dago ba. Nai al da? Gozen... <box>829 1395 1060 1445</box>
paragraph: —Et seme. Afen. Etxera nazak. Zuen aftean nai dut. <box>829 1325 1060 1350</box>
poem-author-bakarduna: Bakarduna <box>1495 1260 1562 1274</box>
section-divider: ⁂ ⁂ <box>1177 397 1215 409</box>
paragraph: Aufeguenean ateri-une baten txistubatzak birbiltketa alayak jauz jayak iragazi zituen Amabixa su-zirik jauttiag eztan txistulari-rijetatik ufun. Ume aldiz bat ere ingurubin zaten. <box>546 89 821 139</box>
stanza-gap <box>1354 1476 1610 1485</box>
paragraph: Bederatzi terdijetan txistularijak ibili ziran jaupa nagusirako orduba zala adierazten da ufengo egunerafte enparantza inguruan biri ezkeranoi gentza ezuan utzi ziran. <box>546 421 821 471</box>
